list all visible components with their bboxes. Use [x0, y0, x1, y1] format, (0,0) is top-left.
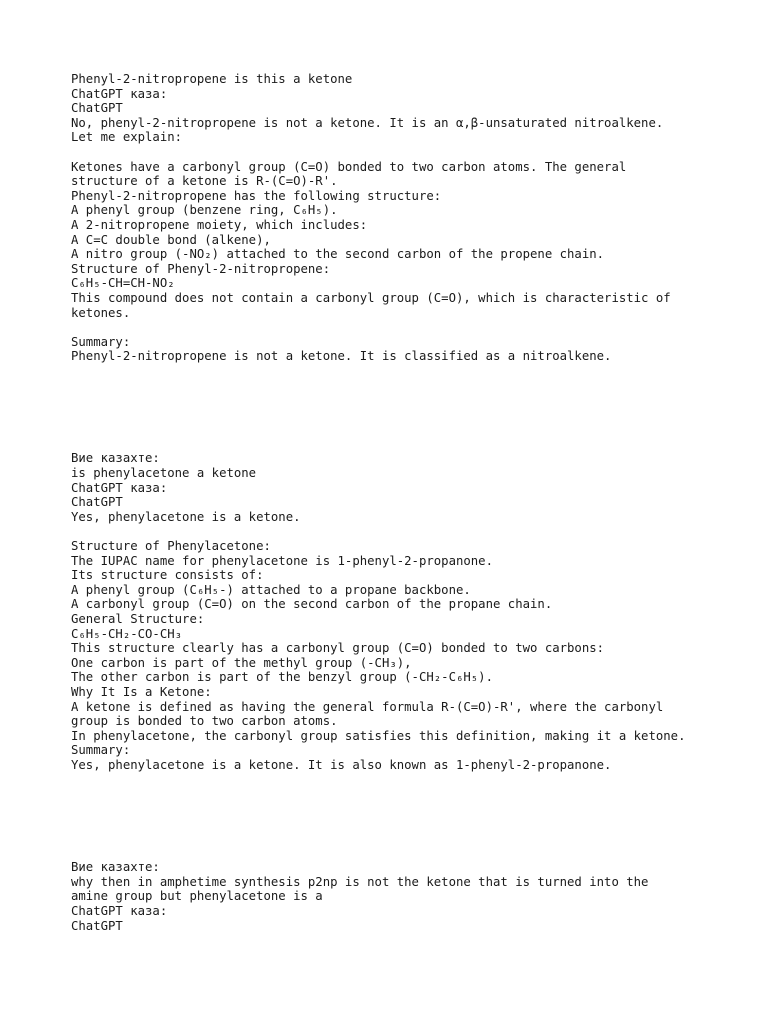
section-spacer	[71, 773, 711, 861]
formula-line: C₆H₅-CH₂-CO-CH₃	[71, 626, 183, 641]
answer-line: Why It Is a Ketone:	[71, 684, 212, 699]
answer-line: This compound does not contain a carbonyl group (C=O), which is characteristic of	[71, 290, 671, 305]
answer-line: The IUPAC name for phenylacetone is 1-phenyl-2-propanone.	[71, 553, 493, 568]
conversation-block-3	[71, 860, 711, 933]
answer-line: Structure of Phenylacetone:	[71, 539, 271, 554]
user-question: is phenylacetone a ketone	[71, 466, 257, 481]
answer-line: Yes, phenylacetone is a ketone.	[71, 509, 301, 524]
summary-text: Yes, phenylacetone is a ketone. It is also known as 1-phenyl-2-propanone.	[71, 757, 612, 772]
speaker-name: ChatGPT	[71, 495, 123, 510]
speaker-label: Вие казахте:	[71, 451, 160, 466]
speaker-label: ChatGPT каза:	[71, 903, 168, 918]
summary-heading: Summary:	[71, 334, 131, 349]
answer-line: A nitro group (-NO₂) attached to the second carbon of the propene chain.	[71, 247, 605, 262]
answer-line: In phenylacetone, the carbonyl group satisfies this definition, making it a ketone.	[71, 728, 686, 743]
answer-line: structure of a ketone is R-(C=O)-R'.	[71, 174, 338, 189]
answer-line: A 2-nitropropene moiety, which includes:	[71, 217, 368, 232]
section-spacer	[71, 364, 711, 452]
conversation-block-2	[71, 451, 711, 772]
document-page	[71, 72, 711, 933]
answer-line: The other carbon is part of the benzyl group (-CH₂-C₆H₅).	[71, 670, 493, 685]
user-question: why then in amphetime synthesis p2np is not the ketone that is turned into the	[71, 874, 649, 889]
summary-heading: Summary:	[71, 743, 131, 758]
answer-line: A carbonyl group (C=O) on the second carbon of the propane chain.	[71, 597, 553, 612]
blank-line	[71, 320, 711, 335]
answer-line: A phenyl group (benzene ring, C₆H₅).	[71, 203, 338, 218]
formula-line: C₆H₅-CH=CH-NO₂	[71, 276, 175, 291]
speaker-name: ChatGPT	[71, 101, 123, 116]
answer-line: ketones.	[71, 305, 131, 320]
speaker-label: ChatGPT каза:	[71, 86, 168, 101]
conversation-block-1	[71, 72, 711, 364]
speaker-label: ChatGPT каза:	[71, 480, 168, 495]
answer-line: Its structure consists of:	[71, 568, 264, 583]
user-question: Phenyl-2-nitropropene is this a ketone	[71, 72, 353, 86]
blank-line	[71, 524, 711, 539]
blank-line	[71, 145, 711, 160]
answer-line: A C=C double bond (alkene),	[71, 232, 271, 247]
answer-line: group is bonded to two carbon atoms.	[71, 714, 338, 729]
summary-text: Phenyl-2-nitropropene is not a ketone. It is classified as a nitroalkene.	[71, 349, 612, 364]
speaker-label: Вие казахте:	[71, 860, 160, 875]
answer-line: A phenyl group (C₆H₅-) attached to a propane backbone.	[71, 582, 471, 597]
answer-line: Ketones have a carbonyl group (C=O) bonded to two carbon atoms. The general	[71, 159, 627, 174]
answer-line: This structure clearly has a carbonyl group (C=O) bonded to two carbons:	[71, 641, 605, 656]
answer-line: Phenyl-2-nitropropene has the following structure:	[71, 188, 442, 203]
answer-line: A ketone is defined as having the general formula R-(C=O)-R', where the carbonyl	[71, 699, 664, 714]
speaker-name: ChatGPT	[71, 918, 123, 933]
answer-line: Let me explain:	[71, 130, 183, 145]
answer-line: General Structure:	[71, 612, 205, 626]
answer-line: One carbon is part of the methyl group (-CH₃),	[71, 655, 412, 670]
answer-line: Structure of Phenyl-2-nitropropene:	[71, 261, 331, 276]
answer-line: No, phenyl-2-nitropropene is not a ketone. It is an α,β-unsaturated nitroalkene.	[71, 115, 664, 130]
user-question: amine group but phenylacetone is a	[71, 889, 323, 904]
